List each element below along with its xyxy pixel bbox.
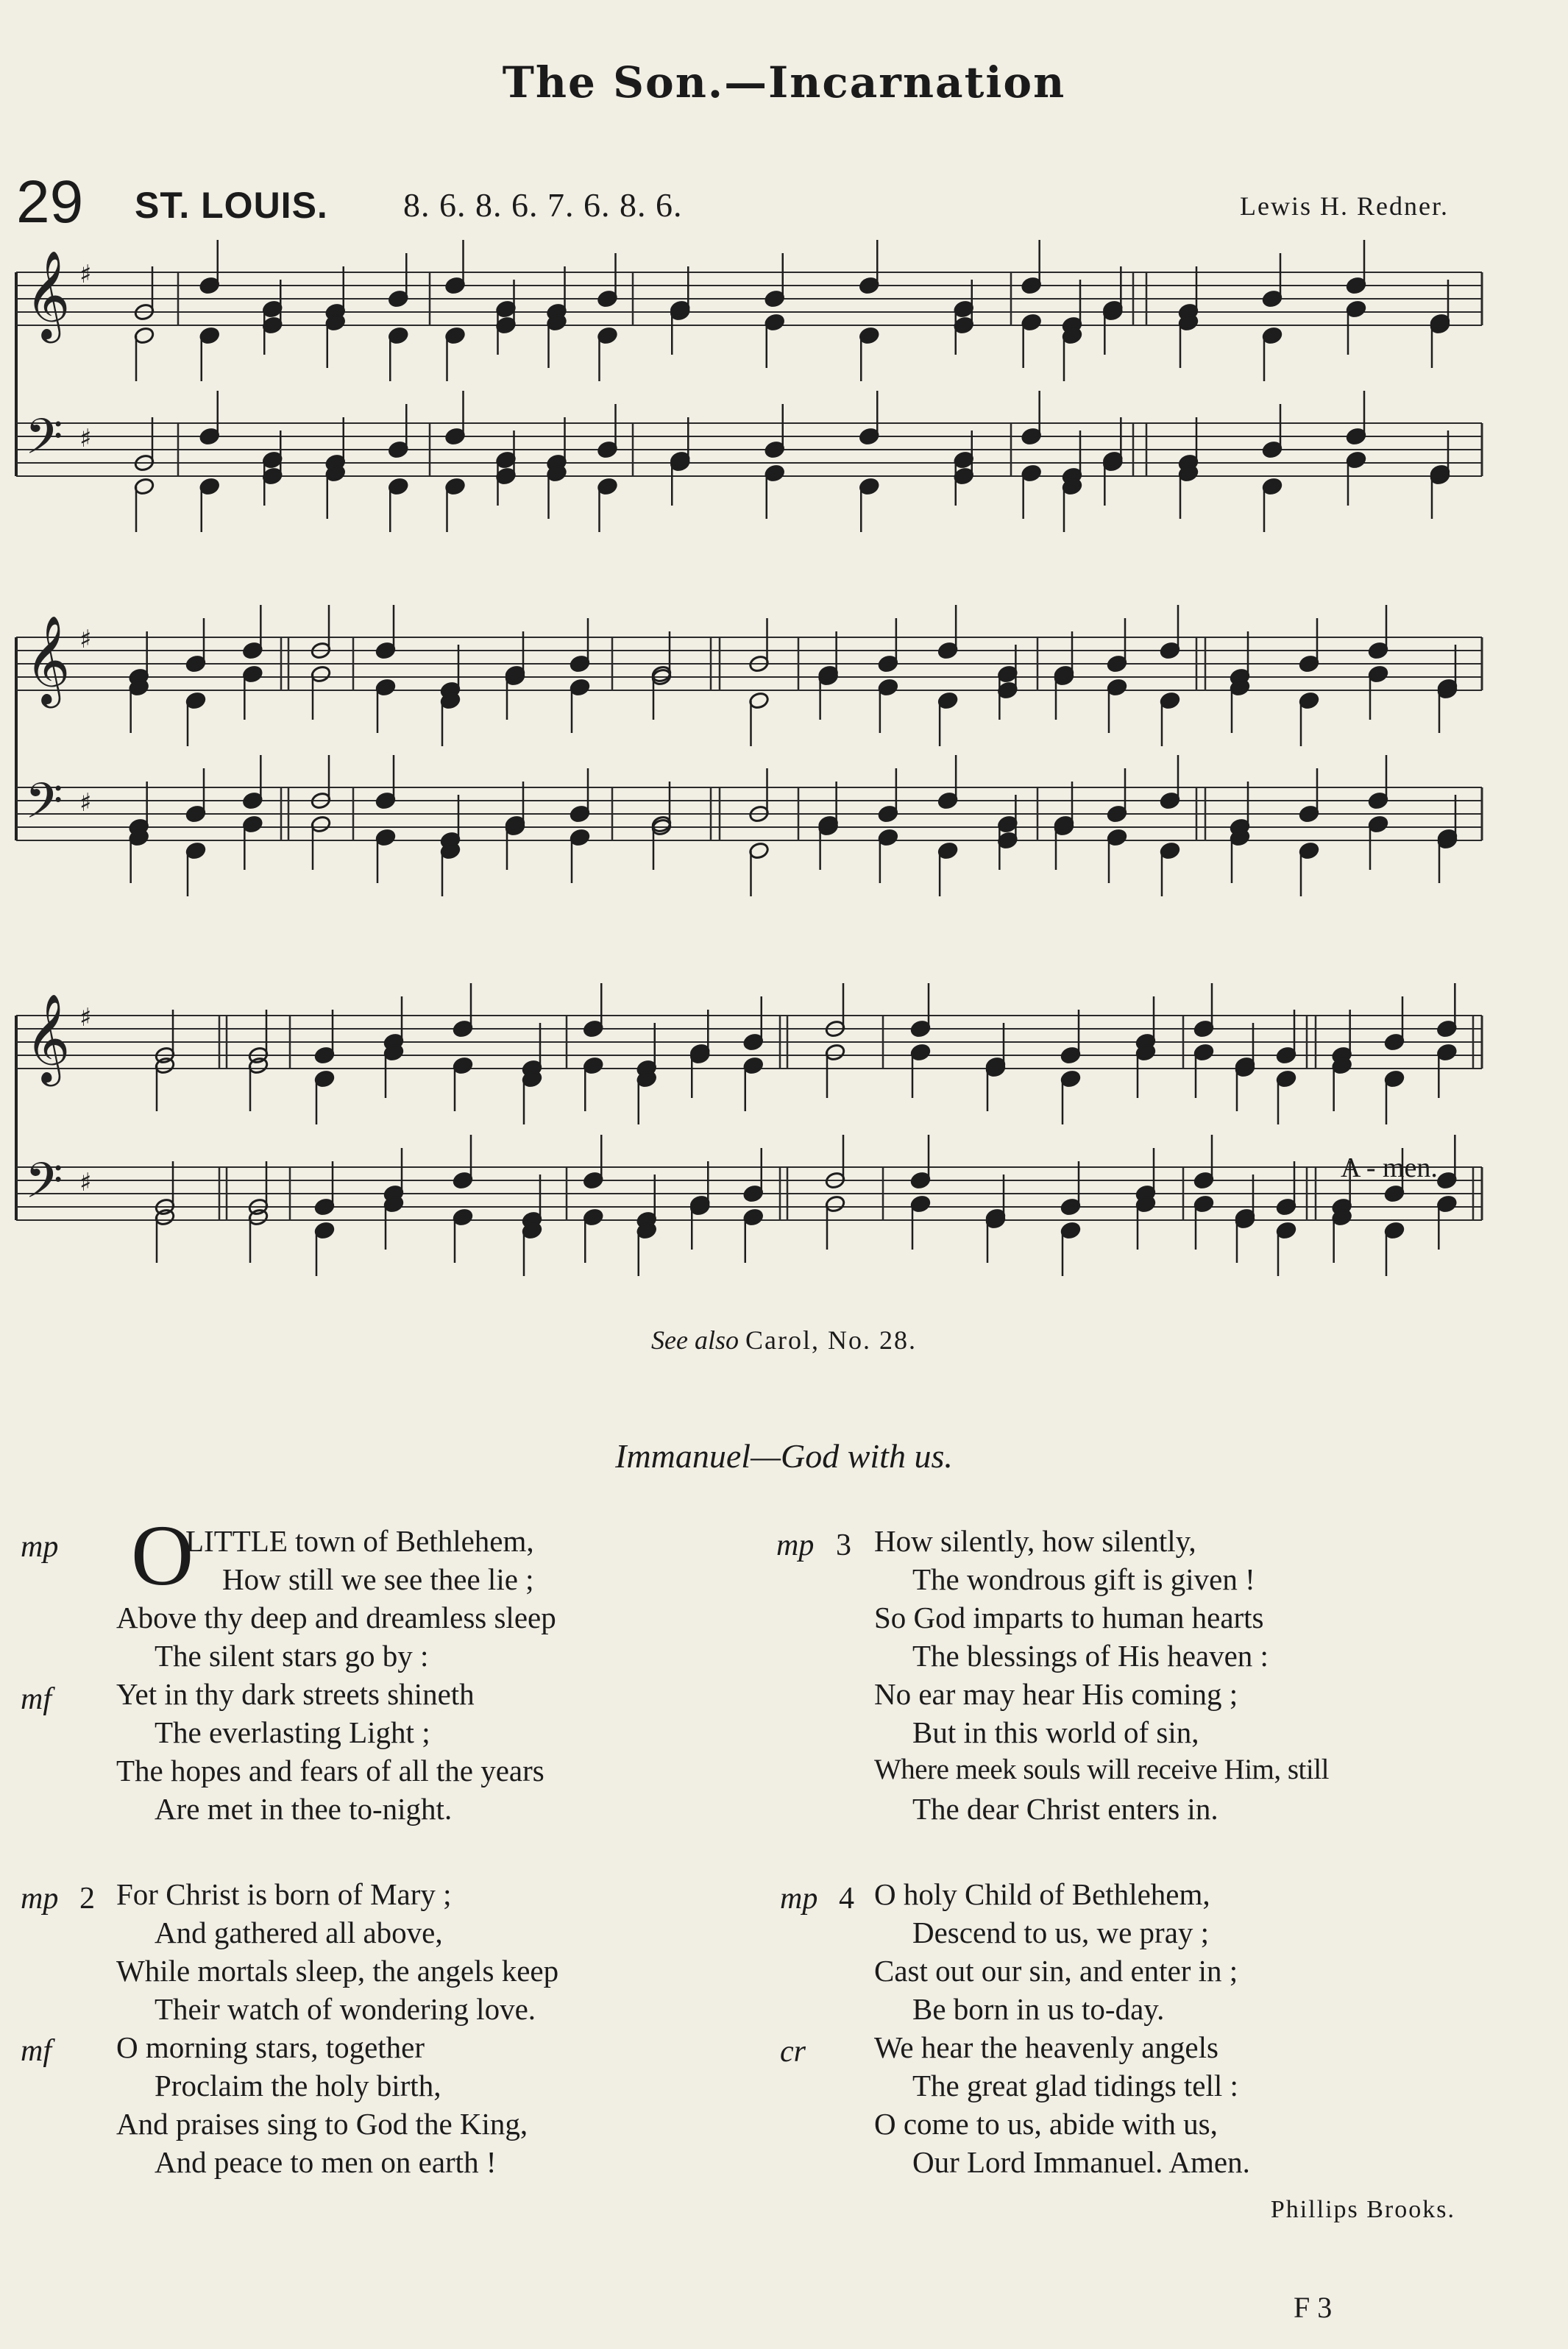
see-also-prefix: See also (651, 1325, 739, 1355)
dynamic-mark: mf (21, 2034, 52, 2068)
page-signature: F 3 (1294, 2291, 1333, 2324)
verse-line: And peace to men on earth ! (155, 2145, 497, 2179)
verse-line: How still we see thee lie ; (222, 1562, 534, 1596)
key-signature-sharp-icon: ♯ (79, 1168, 92, 1197)
bass-clef-icon: 𝄢 (25, 408, 63, 477)
treble-clef-icon: 𝄞 (25, 614, 71, 704)
verse-line: LITTLE town of Bethlehem, (185, 1524, 534, 1558)
verse-line: Descend to us, we pray ; (912, 1916, 1210, 1949)
verse-line: Yet in thy dark streets shineth (116, 1677, 475, 1711)
verse-number: 3 (836, 1528, 851, 1562)
bass-clef-icon: 𝄢 (25, 1152, 63, 1221)
dynamic-mark: mp (21, 1530, 59, 1564)
dynamic-mark: mf (21, 1682, 52, 1716)
dynamic-mark: cr (780, 2035, 806, 2069)
verse-line: The wondrous gift is given ! (912, 1562, 1255, 1596)
dynamic-mark: mp (780, 1882, 818, 1916)
verse-line: So God imparts to human hearts (874, 1601, 1264, 1634)
key-signature-sharp-icon: ♯ (79, 424, 92, 453)
section-title: Immanuel—God with us. (615, 1437, 953, 1475)
verse-line: O morning stars, together (116, 2030, 425, 2064)
verse-line: The dear Christ enters in. (912, 1792, 1218, 1826)
see-also-ref: Carol, No. 28. (745, 1325, 917, 1355)
hymn-number: 29 (16, 169, 84, 235)
verse-line: How silently, how silently, (874, 1524, 1196, 1558)
key-signature-sharp-icon: ♯ (79, 1003, 92, 1032)
verse-line: But in this world of sin, (912, 1715, 1199, 1749)
verse-line: The hopes and fears of all the years (116, 1754, 544, 1788)
author: Phillips Brooks. (1270, 2196, 1455, 2223)
treble-clef-icon: 𝄞 (25, 993, 71, 1083)
verse-line: O holy Child of Bethlehem, (874, 1877, 1210, 1911)
treble-clef-icon: 𝄞 (25, 249, 71, 339)
amen-lyric: A - men. (1341, 1152, 1438, 1183)
page-title: The Son.—Incarnation (502, 57, 1066, 107)
verse-line: Above thy deep and dreamless sleep (116, 1601, 556, 1634)
verse-line: Cast out our sin, and enter in ; (874, 1954, 1238, 1988)
verse-number: 4 (839, 1882, 854, 1916)
verse-line: Our Lord Immanuel. Amen. (912, 2145, 1250, 2179)
dynamic-mark: mp (776, 1528, 815, 1562)
verse-line: Are met in thee to-night. (155, 1792, 453, 1826)
verse-line: And gathered all above, (155, 1916, 443, 1949)
verse-line: While mortals sleep, the angels keep (116, 1954, 559, 1988)
key-signature-sharp-icon: ♯ (79, 260, 92, 289)
see-also-note (0, 1325, 1568, 1356)
verse-line: Proclaim the holy birth, (155, 2069, 441, 2102)
verse-line: For Christ is born of Mary ; (116, 1877, 452, 1911)
dynamic-mark: mp (21, 1882, 59, 1916)
verse-line: The blessings of His heaven : (912, 1639, 1269, 1673)
verse-number: 2 (79, 1882, 95, 1916)
key-signature-sharp-icon: ♯ (79, 788, 92, 818)
bass-clef-icon: 𝄢 (25, 773, 63, 841)
verse-line: No ear may hear His coming ; (874, 1677, 1238, 1711)
verse-line: O come to us, abide with us, (874, 2107, 1218, 2141)
verse-line: And praises sing to God the King, (116, 2107, 528, 2141)
tune-name: ST. LOUIS. (135, 185, 328, 226)
verse-line: Their watch of wondering love. (155, 1992, 536, 2026)
drop-cap: O (131, 1507, 194, 1604)
verse-line: We hear the heavenly angels (874, 2030, 1218, 2064)
verse-line: Where meek souls will receive Him, still (874, 1754, 1329, 1785)
meter: 8. 6. 8. 6. 7. 6. 8. 6. (403, 186, 683, 224)
verse-line: The silent stars go by : (155, 1639, 429, 1673)
key-signature-sharp-icon: ♯ (79, 625, 92, 654)
composer: Lewis H. Redner. (1240, 191, 1449, 221)
verse-line: Be born in us to-day. (912, 1992, 1165, 2026)
verse-line: The everlasting Light ; (155, 1715, 430, 1749)
verse-line: The great glad tidings tell : (912, 2069, 1238, 2102)
